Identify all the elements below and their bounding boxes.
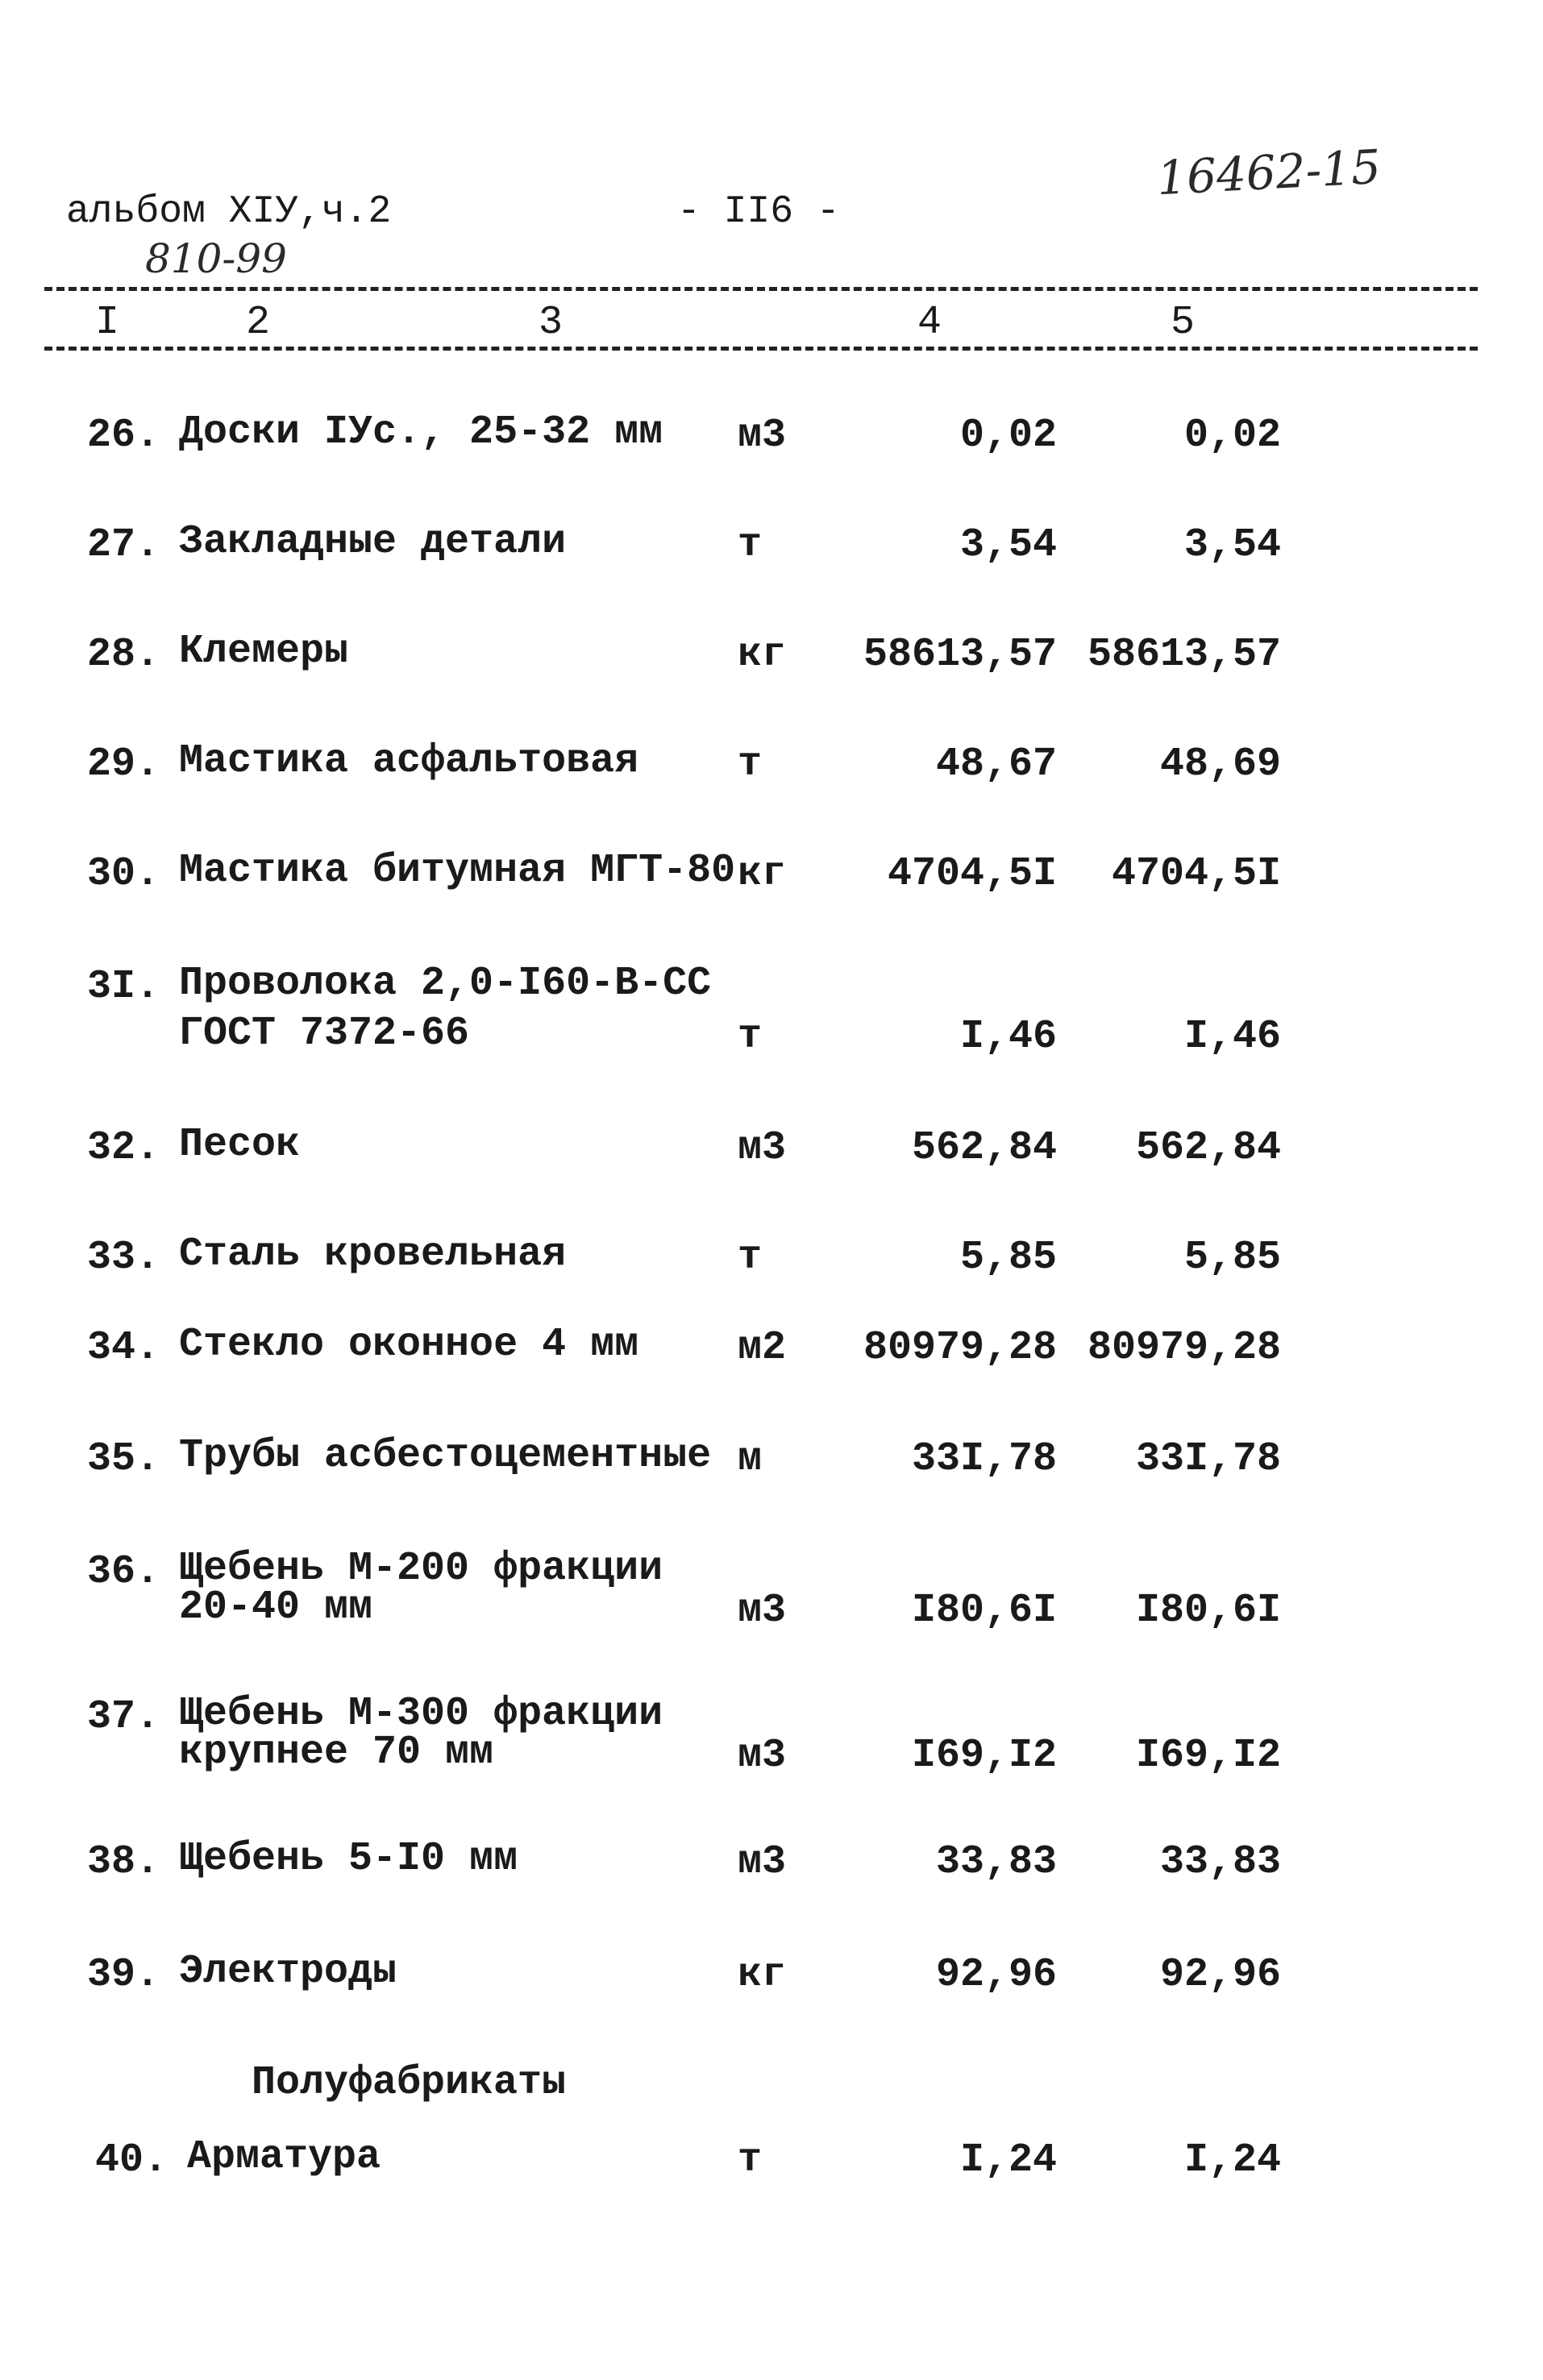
row-value-col5: 92,96 (1159, 1952, 1281, 1998)
row-value-col5: 3,54 (1183, 522, 1281, 568)
row-value-col5: 48,69 (1159, 741, 1281, 787)
row-name: Электроды (179, 1949, 397, 1995)
table-row (0, 848, 1543, 956)
row-value-col4: 80979,28 (863, 1325, 1057, 1371)
row-value-col5: I,24 (1183, 2137, 1281, 2183)
row-value-col4: 4704,5I (887, 851, 1057, 897)
row-unit: т (738, 522, 763, 568)
table-row (0, 738, 1543, 846)
table-row (0, 1433, 1543, 1541)
row-name: Клемеры (179, 629, 349, 675)
row-unit: м3 (738, 1588, 787, 1634)
row-value-col5: I69,I2 (1135, 1733, 1281, 1779)
row-name: Арматура (187, 2134, 381, 2180)
doc-number-handwritten: 16462-15 (1155, 139, 1383, 206)
row-unit: кг (738, 1952, 787, 1998)
row-unit: м2 (738, 1325, 787, 1371)
row-value-col4: 58613,57 (863, 632, 1057, 678)
row-value-col5: I80,6I (1135, 1588, 1281, 1634)
table-row (0, 1122, 1543, 1230)
row-value-col4: 562,84 (911, 1125, 1057, 1171)
row-number: 40. (95, 2137, 168, 2183)
row-unit: кг (738, 632, 787, 678)
table-row (0, 519, 1543, 627)
row-name: Закладные детали (179, 519, 567, 565)
row-unit: м3 (738, 1733, 787, 1779)
row-value-col5: I,46 (1183, 1014, 1281, 1060)
row-value-col5: 5,85 (1183, 1235, 1281, 1281)
row-unit: т (738, 741, 763, 787)
row-value-col5: 80979,28 (1087, 1325, 1281, 1371)
table-row (0, 1836, 1543, 1944)
row-number: 28. (87, 632, 160, 678)
header-divider-bottom (44, 347, 1478, 351)
table-row (0, 961, 1543, 1069)
col-number-5: 5 (1171, 300, 1196, 346)
row-unit: т (738, 1235, 763, 1281)
row-unit: м3 (738, 413, 787, 459)
col-number-1: I (95, 300, 120, 346)
table-row (0, 1322, 1543, 1430)
row-name: Проволока 2,0-I60-В-СС (179, 961, 712, 1007)
code-handwritten: 810-99 (145, 235, 287, 282)
row-name: Стекло оконное 4 мм (179, 1322, 639, 1368)
row-value-col4: I,24 (959, 2137, 1057, 2183)
row-value-col4: I,46 (959, 1014, 1057, 1060)
row-unit: м (738, 1436, 763, 1482)
table-row (0, 409, 1543, 517)
row-unit: м3 (738, 1839, 787, 1885)
row-value-col4: 92,96 (935, 1952, 1057, 1998)
row-name: Щебень 5-I0 мм (179, 1836, 518, 1882)
row-name: Щебень М-300 фракции (179, 1691, 663, 1737)
row-number: 36. (87, 1549, 160, 1595)
album-label: альбом ХIУ,ч.2 (66, 190, 392, 234)
row-number: 33. (87, 1235, 160, 1281)
row-number: 34. (87, 1325, 160, 1371)
row-value-col5: 0,02 (1183, 413, 1281, 459)
col-number-4: 4 (917, 300, 942, 346)
row-number: 38. (87, 1839, 160, 1885)
row-value-col4: 48,67 (935, 741, 1057, 787)
row-value-col5: 58613,57 (1087, 632, 1281, 678)
row-value-col4: 33I,78 (911, 1436, 1057, 1482)
row-name: Щебень М-200 фракции (179, 1546, 663, 1592)
row-name: Доски IУс., 25-32 мм (179, 409, 663, 455)
table-row (0, 1691, 1543, 1799)
row-name-line2: крупнее 70 мм (179, 1730, 494, 1776)
row-value-col5: 562,84 (1135, 1125, 1281, 1171)
row-value-col5: 4704,5I (1111, 851, 1281, 897)
row-value-col5: 33I,78 (1135, 1436, 1281, 1482)
row-unit: т (738, 2137, 763, 2183)
row-value-col5: 33,83 (1159, 1839, 1281, 1885)
row-number: 39. (87, 1952, 160, 1998)
row-name: Песок (179, 1122, 301, 1168)
row-name-line2: ГОСТ 7372-66 (179, 1011, 470, 1057)
table-row (0, 629, 1543, 737)
row-value-col4: 33,83 (935, 1839, 1057, 1885)
table-row (0, 1546, 1543, 1654)
table-row (0, 2134, 1543, 2242)
row-number: 32. (87, 1125, 160, 1171)
row-number: 29. (87, 741, 160, 787)
row-value-col4: 0,02 (959, 413, 1057, 459)
row-number: 3I. (87, 964, 160, 1010)
row-value-col4: I80,6I (911, 1588, 1057, 1634)
row-number: 37. (87, 1694, 160, 1740)
row-number: 30. (87, 851, 160, 897)
section-title: Полуфабрикаты (252, 2060, 567, 2106)
row-name: Трубы асбестоцементные (179, 1433, 712, 1479)
header-divider-top (44, 287, 1478, 291)
row-number: 35. (87, 1436, 160, 1482)
page-number: - II6 - (677, 190, 840, 234)
row-name-line2: 20-40 мм (179, 1585, 373, 1630)
col-number-2: 2 (246, 300, 271, 346)
row-unit: м3 (738, 1125, 787, 1171)
row-number: 26. (87, 413, 160, 459)
row-value-col4: 5,85 (959, 1235, 1057, 1281)
row-name: Мастика битумная МГТ-80 (179, 848, 736, 894)
table-row (0, 1949, 1543, 2057)
row-unit: кг (738, 851, 787, 897)
row-name: Сталь кровельная (179, 1232, 567, 1277)
col-number-3: 3 (539, 300, 564, 346)
row-value-col4: 3,54 (959, 522, 1057, 568)
row-unit: т (738, 1014, 763, 1060)
row-number: 27. (87, 522, 160, 568)
row-value-col4: I69,I2 (911, 1733, 1057, 1779)
row-name: Мастика асфальтовая (179, 738, 639, 784)
